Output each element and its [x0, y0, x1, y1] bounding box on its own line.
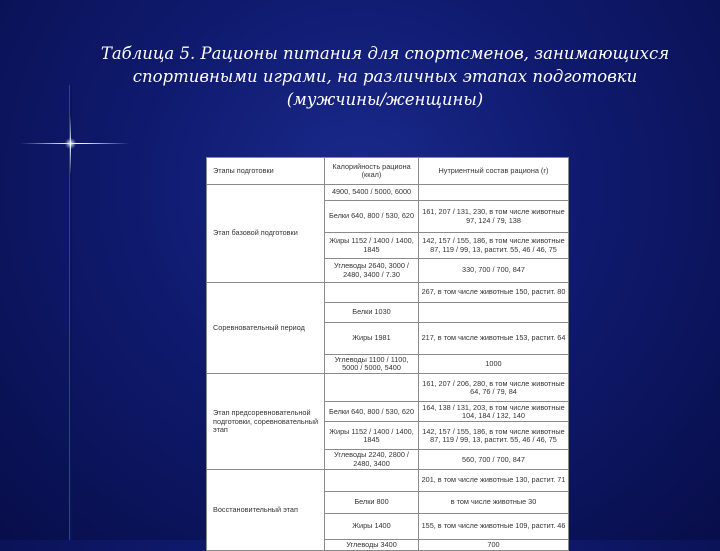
calories-cell: 4900, 5400 / 5000, 6000 [325, 185, 419, 201]
calories-cell: Жиры 1981 [325, 323, 419, 355]
calories-cell: Углеводы 1100 / 1100, 5000 / 5000, 5400 [325, 355, 419, 374]
table-row [207, 374, 569, 402]
header-stage: Этапы подготовки [207, 158, 325, 185]
table-body [207, 185, 569, 551]
header-nutrients: Нутриентный состав рациона (г) [419, 158, 569, 185]
stage-cell: Этап базовой подготовки [207, 185, 325, 283]
stage-cell: Соревновательный период [207, 283, 325, 374]
table-row [207, 283, 569, 303]
calories-cell: Белки 1030 [325, 303, 419, 323]
calories-cell: Белки 800 [325, 491, 419, 513]
nutrients-cell: 1000 [419, 355, 569, 374]
calories-cell: Белки 640, 800 / 530, 620 [325, 201, 419, 233]
title-line-1: Таблица 5. Рационы питания для спортсменов, занимающихся [100, 44, 670, 63]
slide-title [90, 42, 680, 111]
nutrients-cell: 142, 157 / 155, 186, в том числе животные 87, 119 / 99, 13, растит. 55, 46 / 46, 75 [419, 422, 569, 450]
table-row [207, 469, 569, 491]
nutrients-cell: 161, 207 / 131, 230, в том числе животные 97, 124 / 79, 138 [419, 201, 569, 233]
nutrients-cell: 201, в том числе животные 130, растит. 71 [419, 469, 569, 491]
nutrition-table [206, 157, 569, 551]
calories-cell: Жиры 1152 / 1400 / 1400, 1845 [325, 233, 419, 259]
nutrients-cell: 155, в том числе животные 109, растит. 46 [419, 513, 569, 539]
calories-cell: Углеводы 2640, 3000 / 2480, 3400 / 7.30 [325, 259, 419, 283]
nutrients-cell: 267, в том числе животные 150, растит. 80 [419, 283, 569, 303]
nutrients-cell: 142, 157 / 155, 186, в том числе животные 87, 119 / 99, 13, растит. 55, 46 / 46, 75 [419, 233, 569, 259]
nutrients-cell: 700 [419, 539, 569, 550]
header-calories: Калорийность рациона (ккал) [325, 158, 419, 185]
nutrients-cell: в том числе животные 30 [419, 491, 569, 513]
calories-cell: Белки 640, 800 / 530, 620 [325, 402, 419, 422]
nutrients-cell [419, 303, 569, 323]
title-line-2: спортивными играми, на различных этапах подготовки [132, 67, 638, 86]
calories-cell: Углеводы 3400 [325, 539, 419, 550]
calories-cell: Углеводы 2240, 2800 / 2480, 3400 [325, 450, 419, 469]
nutrients-cell: 161, 207 / 206, 280, в том числе животные 64, 76 / 79, 84 [419, 374, 569, 402]
calories-cell: Жиры 1400 [325, 513, 419, 539]
nutrients-cell: 217, в том числе животные 153, растит. 64 [419, 323, 569, 355]
nutrients-cell: 164, 138 / 131, 203, в том числе животные 104, 184 / 132, 140 [419, 402, 569, 422]
table-header-row [207, 158, 569, 185]
stage-cell: Этап предсоревновательной подготовки, соревновательный этап [207, 374, 325, 469]
calories-cell [325, 469, 419, 491]
calories-cell [325, 283, 419, 303]
nutrients-cell: 330, 700 / 700, 847 [419, 259, 569, 283]
title-line-3: (мужчины/женщины) [286, 90, 484, 109]
calories-cell [325, 374, 419, 402]
sparkle-icon [65, 138, 76, 149]
nutrients-cell [419, 185, 569, 201]
table-row [207, 185, 569, 201]
stage-cell: Восстановительный этап [207, 469, 325, 550]
calories-cell: Жиры 1152 / 1400 / 1400, 1845 [325, 422, 419, 450]
nutrients-cell: 560, 700 / 700, 847 [419, 450, 569, 469]
